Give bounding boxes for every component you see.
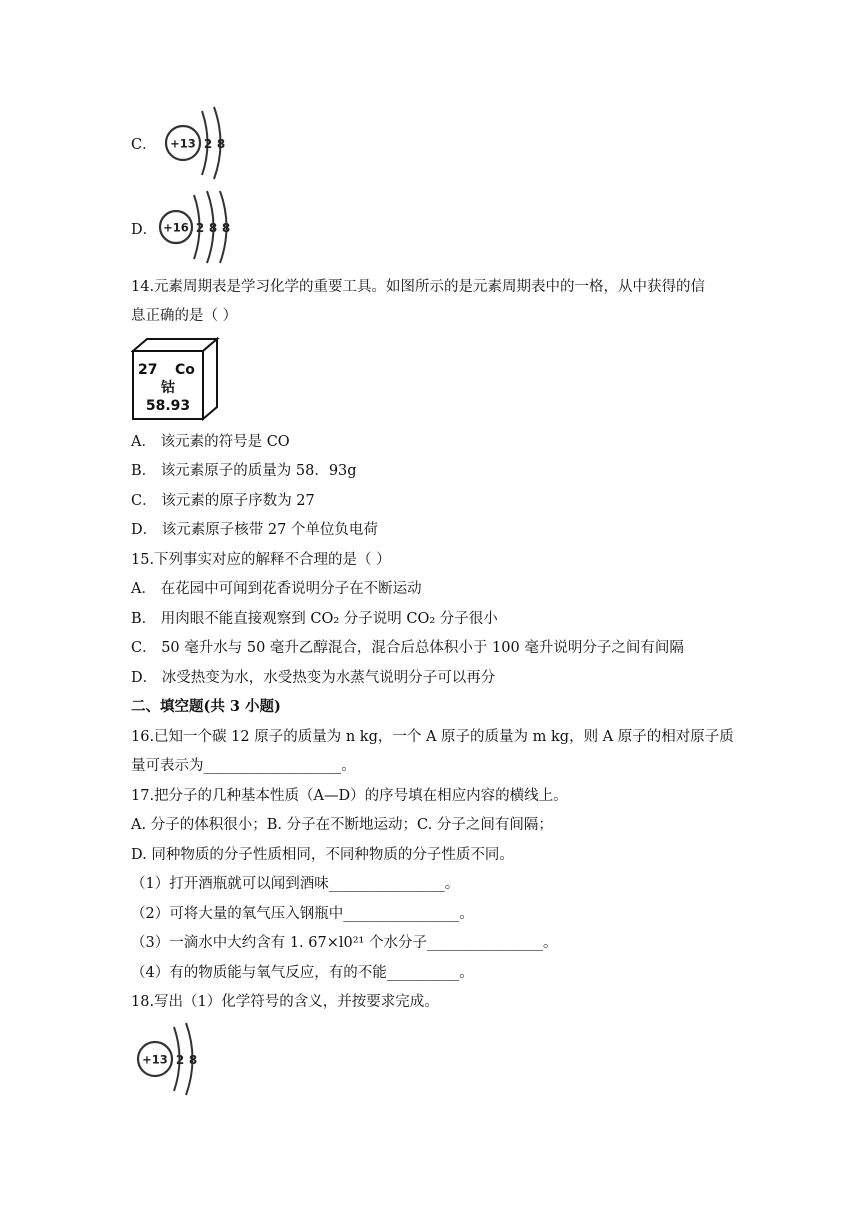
nucleus-charge: +16 (163, 220, 189, 235)
shell-2-count: 8 (216, 137, 226, 151)
q17-item-4: （4）有的物质能与氧气反应，有的不能__________。 (131, 965, 474, 981)
q14-option-c: C． 该元素的原子序数为 27 (131, 493, 315, 509)
shell-1-count: 2 (175, 1053, 185, 1067)
shell-1-count: 2 (203, 137, 213, 151)
atom-structure-icon (155, 187, 245, 267)
section-title: 二、填空题(共 3 小题) (131, 698, 281, 715)
q15-stem: 15.下列事实对应的解释不合理的是（ ） (131, 552, 391, 568)
element-name: 钴 (161, 380, 175, 396)
atomic-mass: 58.93 (145, 398, 191, 414)
q17-stem: 17.把分子的几种基本性质（A—D）的序号填在相应内容的横线上。 (131, 788, 568, 804)
nucleus-charge: +13 (170, 136, 196, 151)
q14-stem-line2: 息正确的是（ ） (131, 308, 238, 324)
q14-option-a: A． 该元素的符号是 CO (131, 434, 290, 450)
q17-item-2: （2）可将大量的氧气压入钢瓶中________________。 (131, 906, 474, 922)
q14-stem-line1: 14.元素周期表是学习化学的重要工具。如图所示的是元素周期表中的一格，从中获得的信 (131, 279, 706, 295)
shell-2-count: 8 (208, 221, 218, 235)
q17-item-3: （3）一滴水中大约含有 1. 67×l0²¹ 个水分子________________。 (131, 935, 558, 951)
periodic-table-cell (131, 337, 221, 427)
q16-stem-line1: 16.已知一个碳 12 原子的质量为 n kg，一个 A 原子的质量为 m kg，则 A 原子的相对原子质 (131, 729, 734, 745)
shell-1-count: 2 (195, 221, 205, 235)
q13-option-c-label: C． (131, 137, 157, 153)
q17-item-1: （1）打开酒瓶就可以闻到酒味________________。 (131, 876, 460, 892)
shell-3-count: 8 (221, 221, 231, 235)
shell-2-count: 8 (188, 1053, 198, 1067)
atomic-number: 27 (138, 362, 158, 378)
q14-option-d: D． 该元素原子核带 27 个单位负电荷 (131, 522, 378, 538)
q17-props-line2: D. 同种物质的分子性质相同，不同种物质的分子性质不同。 (131, 847, 514, 863)
q18-stem: 18.写出（1）化学符号的含义，并按要求完成。 (131, 994, 439, 1010)
q13-option-d-diagram (155, 187, 245, 271)
q18-atom-diagram (130, 1019, 210, 1103)
q15-option-a: A． 在花园中可闻到花香说明分子在不断运动 (131, 581, 422, 597)
q15-option-c: C． 50 毫升水与 50 毫升乙醇混合，混合后总体积小于 100 毫升说明分子之间有间隔 (131, 640, 684, 656)
q13-option-d-label: D． (131, 222, 158, 238)
q17-props-line1: A. 分子的体积很小；B. 分子在不断地运动；C. 分子之间有间隔； (131, 817, 553, 833)
q16-stem-line2: 量可表示为___________________。 (131, 758, 356, 774)
nucleus-charge: +13 (142, 1052, 168, 1067)
q14-option-b: B． 该元素原子的质量为 58．93g (131, 463, 357, 479)
element-symbol: Co (175, 362, 195, 378)
q15-option-b: B． 用肉眼不能直接观察到 CO₂ 分子说明 CO₂ 分子很小 (131, 611, 498, 627)
atom-structure-icon (130, 1019, 210, 1099)
q15-option-d: D． 冰受热变为水，水受热变为水蒸气说明分子可以再分 (131, 670, 496, 686)
q13-option-c-diagram (158, 103, 238, 187)
atom-structure-icon (158, 103, 238, 183)
